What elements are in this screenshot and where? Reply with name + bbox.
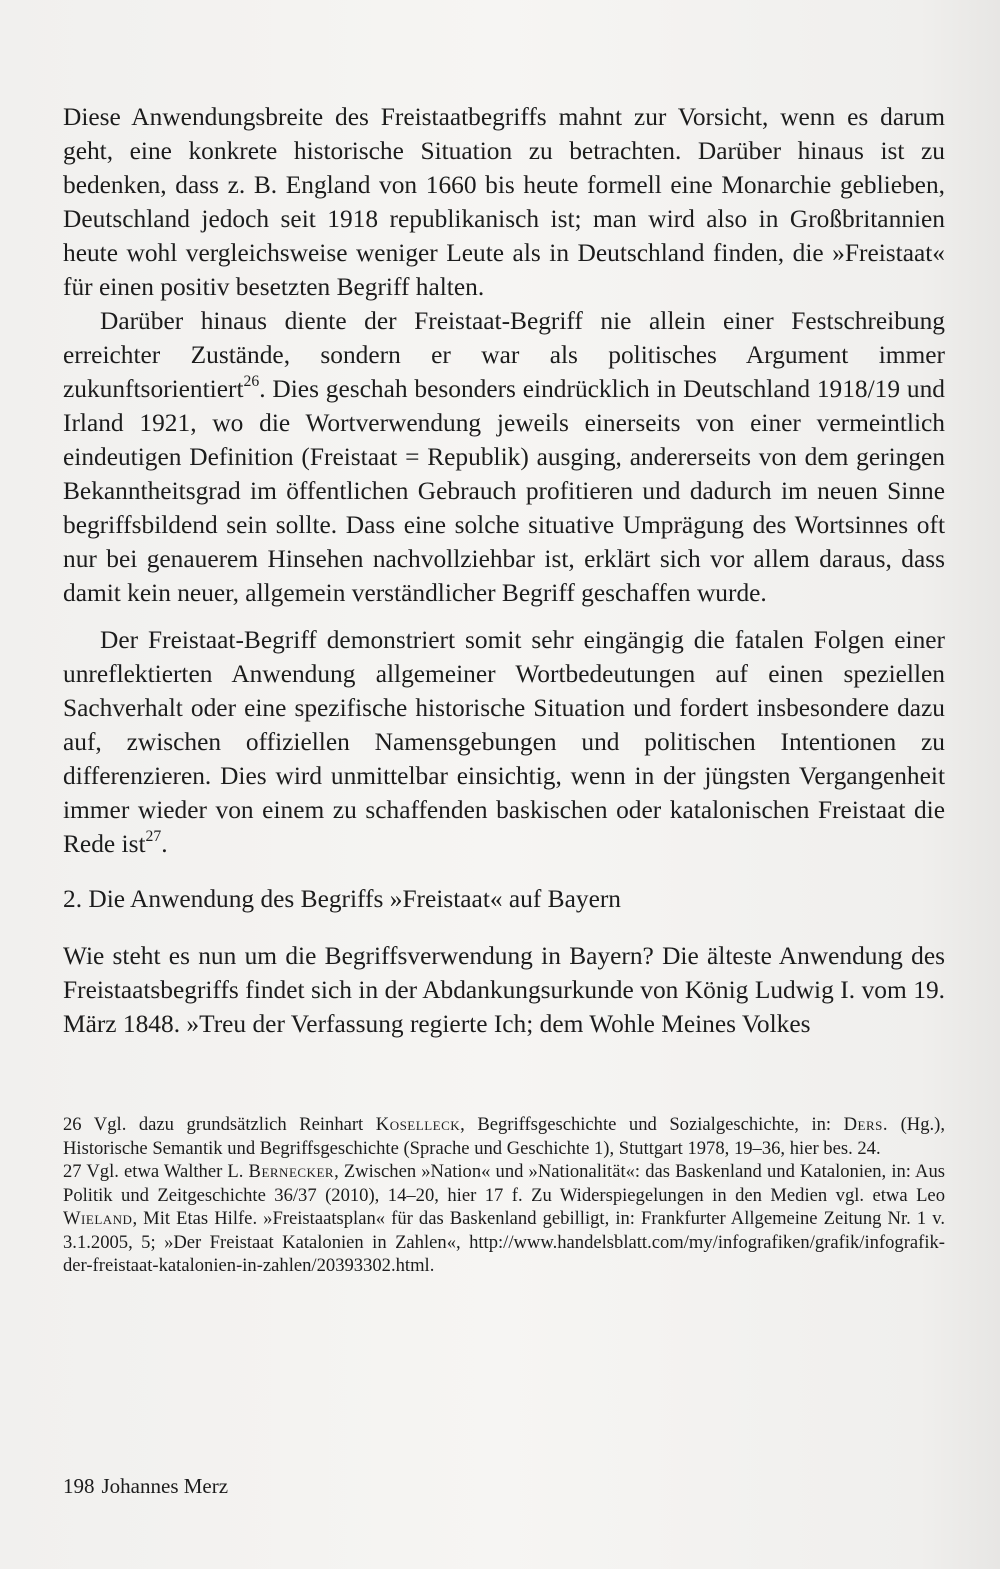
- main-text: [63, 100, 945, 861]
- footnote-text: , Begriffsgeschichte und Sozialgeschichte, in:: [460, 1114, 844, 1135]
- footnote-number: 27: [63, 1161, 82, 1182]
- paragraph-3-text: Der Freistaat-Begriff demonstriert somit sehr eingängig die fatalen Folgen einer unreflektierten Anwendung allgemeiner Wortbedeutungen auf einen speziellen Sachverhalt oder eine spezifische historische Situation und fordert insbesondere dazu auf, zwischen offiziellen Namensgebungen und politischen Intentionen zu differenzieren. Dies wird unmittelbar einsichtig, wenn in der jüngsten Vergangenheit immer wieder von einem zu schaffenden baskischen oder katalonischen Freistaat die Rede ist: [63, 626, 945, 858]
- footnote-text: Vgl. etwa Walther L.: [86, 1161, 249, 1182]
- section-heading: 2. Die Anwendung des Begriffs »Freistaat« auf Bayern: [63, 885, 621, 913]
- footnote-26: [63, 1113, 945, 1160]
- section-2-paragraph: Wie steht es nun um die Begriffsverwendung in Bayern? Die älteste Anwendung des Freistaatsbegriffs findet sich in der Abdankungsurkunde von König Ludwig I. vom 19. März 1848. »Treu der Verfassung regierte Ich; dem Wohle Meines Volkes: [63, 942, 945, 1038]
- footnote-author: Ders.: [843, 1114, 889, 1135]
- paragraph-2: [63, 304, 945, 610]
- footnote-ref-27[interactable]: 27: [145, 827, 162, 845]
- paragraph-2-text: Darüber hinaus diente der Freistaat-Begriff nie allein einer Festschreibung erreichter Zustände, sondern er war als politisches Argument immer zukunftsorientiert: [63, 307, 945, 403]
- paragraph-3-text-cont: .: [161, 830, 168, 858]
- footnote-27: [63, 1160, 945, 1278]
- footnote-ref-26[interactable]: 26: [243, 372, 260, 390]
- footnote-number: 26: [63, 1114, 82, 1135]
- page-number: 198: [63, 1474, 95, 1498]
- footnote-text: , Zwischen »Nation« und »Nationalität«: das Baskenland und Katalonien, in: Aus Politik und Zeitgeschichte 36/37 (2010), 14–20, hier 17 f. Zu Widerspiegelungen in den Medien vgl. etwa Leo: [63, 1161, 945, 1206]
- footnote-author: Wieland: [63, 1208, 133, 1229]
- paragraph-3: [63, 623, 945, 861]
- section-2-body: [63, 939, 945, 1041]
- running-author: Johannes Merz: [101, 1474, 229, 1498]
- footnote-text: Vgl. dazu grundsätzlich Reinhart: [93, 1114, 376, 1135]
- footnote-author: Koselleck: [375, 1114, 461, 1135]
- paragraph-1: Diese Anwendungsbreite des Freistaatbegriffs mahnt zur Vorsicht, wenn es darum geht, eine konkrete historische Situation zu betrachten. Darüber hinaus ist zu bedenken, dass z. B. England von 1660 bis heute formell eine Monarchie geblieben, Deutschland jedoch seit 1918 republikanisch ist; man wird also in Großbritannien heute wohl vergleichsweise weniger Leute als in Deutschland finden, die »Freistaat« für einen positiv besetzten Begriff halten.: [63, 103, 945, 301]
- page-footer: [63, 1472, 235, 1500]
- paragraph-2-text-cont: . Dies geschah besonders eindrücklich in Deutschland 1918/19 und Irland 1921, wo die Wortverwendung jeweils einerseits von einer vermeintlich eindeutigen Definition (Freistaat = Republik) ausging, andererseits von dem geringen Bekanntheitsgrad im öffentlichen Gebrauch profitieren und dadurch im neuen Sinne begriffsbildend sein sollte. Dass eine solche situative Umprägung des Wortsinnes oft nur bei genauerem Hinsehen nachvollziehbar ist, erklärt sich vor allem daraus, dass damit kein neuer, allgemein verständlicher Begriff geschaffen wurde.: [63, 375, 945, 607]
- footnotes: [63, 1113, 945, 1278]
- footnote-author: Bernecker: [248, 1161, 335, 1182]
- footnote-text: (Hg.), Historische Semantik und Begriffsgeschichte (Sprache und Geschichte 1), Stuttgart 1978, 19–36, hier bes. 24.: [63, 1114, 945, 1159]
- footnote-text: , Mit Etas Hilfe. »Freistaatsplan« für das Baskenland gebilligt, in: Frankfurter Allgemeine Zeitung Nr. 1 v. 3.1.2005, 5; »Der Freistaat Katalonien in Zahlen«, http://www.handelsblatt.com/my/infografiken/grafik/infografik-der-freistaat-katalonien-in-zahlen/20393302.html.: [63, 1208, 945, 1276]
